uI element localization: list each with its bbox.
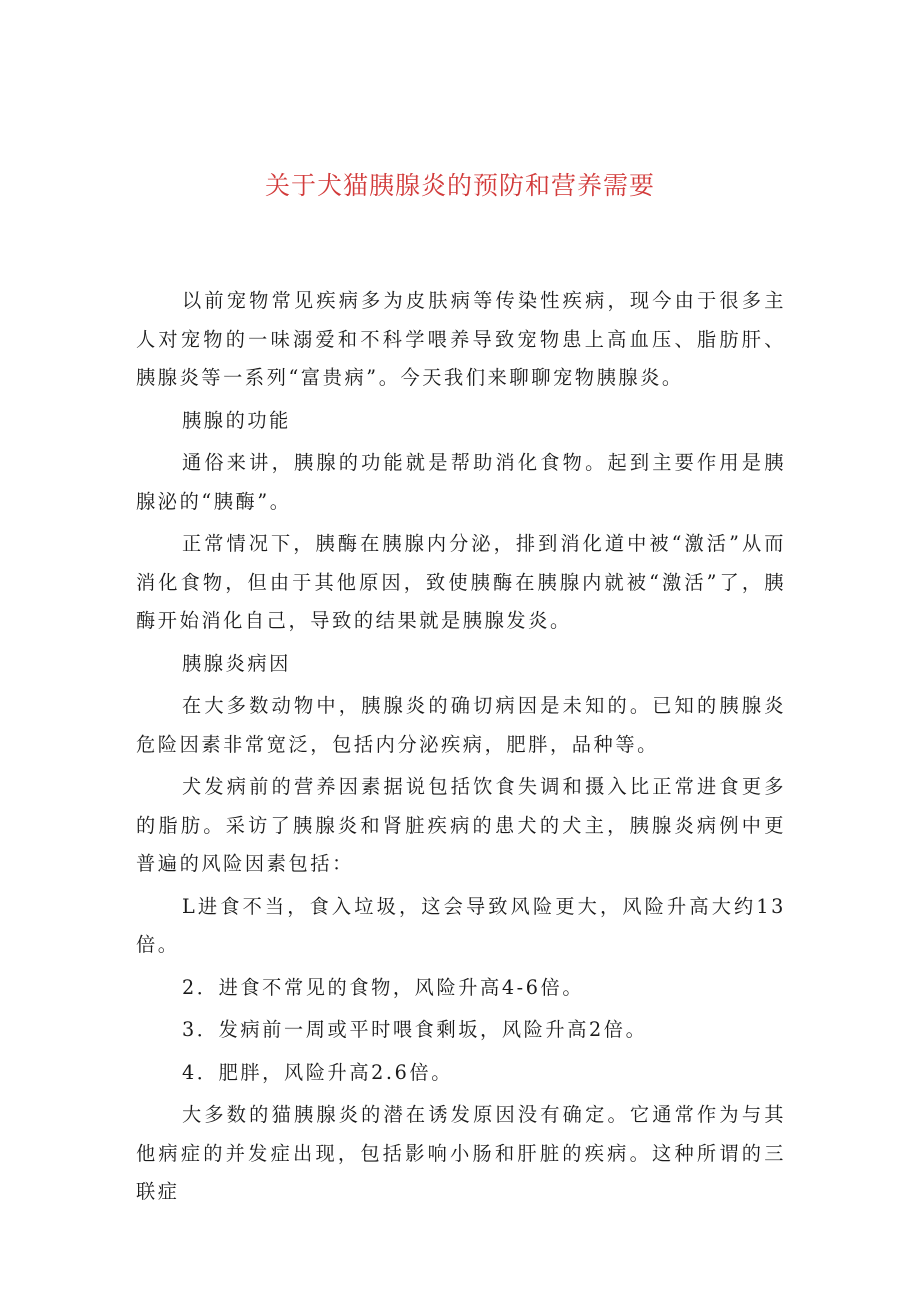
section-heading-causes: 胰腺炎病因 (182, 651, 291, 675)
document-title: 关于犬猫胰腺炎的预防和营养需要 (264, 171, 655, 200)
paragraph-causes-unknown: 在大多数动物中，胰腺炎的确切病因是未知的。已知的胰腺炎危险因素非常宽泛，包括内分泌疾病，肥胖，品种等。 (136, 694, 786, 756)
paragraph-intro: 以前宠物常见疾病多为皮肤病等传染性疾病，现今由于很多主人对宠物的一味溺爱和不科学喂养导致宠物患上高血压、脂肪肝、胰腺炎等一系列“富贵病”。今天我们来聊聊宠物胰腺炎。 (136, 289, 786, 389)
list-item-1: L进食不当，食入垃圾，这会导致风险更大，风险升高大约13倍。 (136, 894, 786, 956)
paragraph-cat-causes: 大多数的猫胰腺炎的潜在诱发原因没有确定。它通常作为与其他病症的并发症出现，包括影响小肠和肝脏的疾病。这种所谓的三联症 (136, 1103, 786, 1203)
paragraph-dog-factors: 犬发病前的营养因素据说包括饮食失调和摄入比正常进食更多的脂肪。采访了胰腺炎和肾脏疾病的患犬的犬主，胰腺炎病例中更普遍的风险因素包括： (136, 775, 786, 875)
paragraph-function: 通俗来讲，胰腺的功能就是帮助消化食物。起到主要作用是胰腺泌的“胰酶”。 (136, 451, 786, 513)
list-item-3: 3．发病前一周或平时喂食剩坂，风险升高2倍。 (182, 1018, 648, 1041)
list-item-4: 4．肥胖，风险升高2.6倍。 (182, 1060, 453, 1084)
paragraph-mechanism: 正常情况下，胰酶在胰腺内分泌，排到消化道中被“激活”从而消化食物，但由于其他原因，致使胰酶在胰腺内就被“激活”了，胰酶开始消化自己，导致的结果就是胰腺发炎。 (136, 532, 786, 632)
document-body (136, 282, 786, 1216)
list-item-2: 2．进食不常见的食物，风险升高4-6倍。 (182, 975, 585, 999)
section-heading-pancreas-function: 胰腺的功能 (182, 408, 291, 432)
